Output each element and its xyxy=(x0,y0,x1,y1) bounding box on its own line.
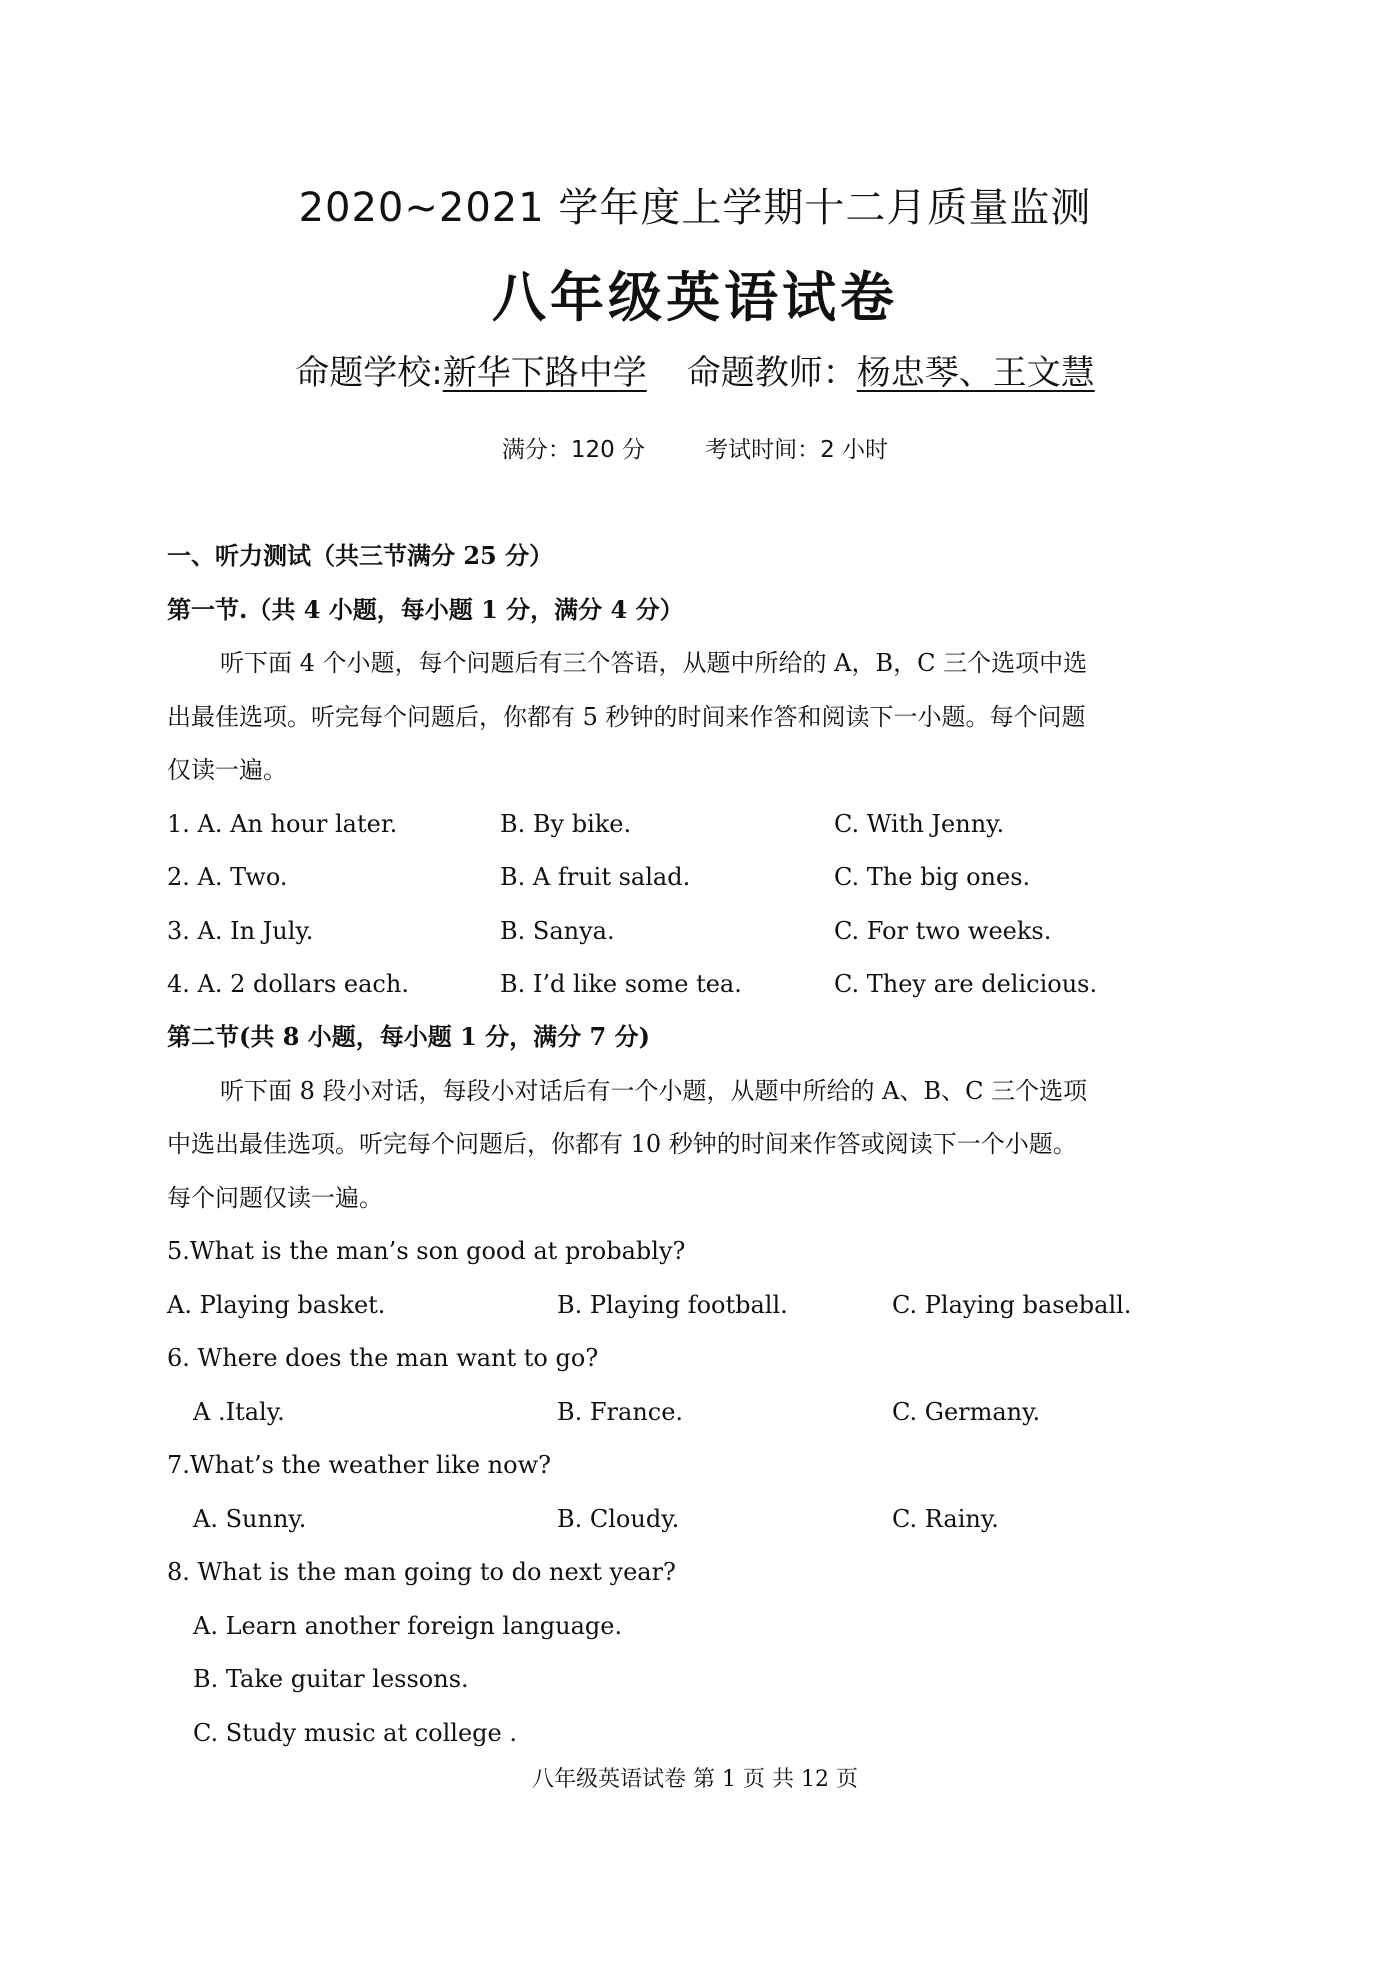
question-stem: 8. What is the man going to do next year? xyxy=(167,1558,676,1586)
section1-heading: 第一节.（共 4 小题，每小题 1 分，满分 4 分） xyxy=(167,595,684,624)
part1-heading: 一、听力测试（共三节满分 25 分） xyxy=(167,541,554,570)
exam-title: 2020~2021 学年度上学期十二月质量监测 xyxy=(298,185,1092,231)
option-b: B. Cloudy. xyxy=(557,1505,680,1533)
option-c: C. Playing baseball. xyxy=(892,1291,1132,1319)
option-c: C. For two weeks. xyxy=(834,917,1052,945)
section2-instruction: 中选出最佳选项。听完每个问题后，你都有 10 秒钟的时间来作答或阅读下一个小题。 xyxy=(167,1130,1077,1158)
option-a: A. Sunny. xyxy=(193,1505,307,1533)
teacher-names: 杨忠琴、王文慧 xyxy=(856,353,1095,393)
option-a: 2. A. Two. xyxy=(167,863,288,891)
option-b: B. Playing football. xyxy=(557,1291,788,1319)
option-b: B. By bike. xyxy=(500,810,632,838)
option-b-text: B. Take guitar lessons. xyxy=(193,1665,469,1693)
option-b: B. I’d like some tea. xyxy=(500,970,742,998)
teacher-label: 命题教师： xyxy=(686,353,857,393)
option-c-text: C. Study music at college . xyxy=(193,1719,517,1747)
option-c xyxy=(167,1713,1227,1753)
option-c: C. With Jenny. xyxy=(834,810,1005,838)
option-b xyxy=(167,1659,1227,1699)
exam-time: 考试时间：2 小时 xyxy=(705,437,889,463)
section2-heading: 第二节(共 8 小题，每小题 1 分，满分 7 分) xyxy=(167,1022,650,1051)
question-stem: 5.What is the man’s son good at probably? xyxy=(167,1237,686,1265)
option-a xyxy=(167,1606,1227,1646)
option-c: C. Germany. xyxy=(892,1398,1041,1426)
option-c: C. They are delicious. xyxy=(834,970,1098,998)
school-name: 新华下路中学 xyxy=(442,353,647,393)
option-c: C. The big ones. xyxy=(834,863,1031,891)
exam-subject-title: 八年级英语试卷 xyxy=(492,266,898,329)
option-c: C. Rainy. xyxy=(892,1505,999,1533)
page-footer: 八年级英语试卷 第 1 页 共 12 页 xyxy=(532,1767,858,1792)
section2-instruction: 每个问题仅读一遍。 xyxy=(167,1184,383,1212)
section1-instruction: 听下面 4 个小题，每个问题后有三个答语，从题中所给的 A，B，C 三个选项中选 xyxy=(220,649,1088,677)
option-a: A .Italy. xyxy=(193,1398,285,1426)
option-b: B. France. xyxy=(557,1398,684,1426)
full-score: 满分：120 分 xyxy=(501,437,646,463)
question-stem: 6. Where does the man want to go? xyxy=(167,1344,599,1372)
section1-instruction: 仅读一遍。 xyxy=(167,756,287,784)
option-a: 1. A. An hour later. xyxy=(167,810,398,838)
option-a: 3. A. In July. xyxy=(167,917,314,945)
option-a: A. Playing basket. xyxy=(167,1291,386,1319)
option-a-text: A. Learn another foreign language. xyxy=(193,1612,623,1640)
option-a: 4. A. 2 dollars each. xyxy=(167,970,409,998)
school-label: 命题学校: xyxy=(295,353,443,393)
option-b: B. A fruit salad. xyxy=(500,863,691,891)
option-b: B. Sanya. xyxy=(500,917,615,945)
section2-instruction: 听下面 8 段小对话，每段小对话后有一个小题，从题中所给的 A、B、C 三个选项 xyxy=(220,1077,1088,1105)
score-time-line xyxy=(0,430,1390,470)
section1-instruction: 出最佳选项。听完每个问题后，你都有 5 秒钟的时间来作答和阅读下一小题。每个问题 xyxy=(167,703,1086,731)
question-stem: 7.What’s the weather like now? xyxy=(167,1451,551,1479)
authors-line xyxy=(0,348,1390,398)
